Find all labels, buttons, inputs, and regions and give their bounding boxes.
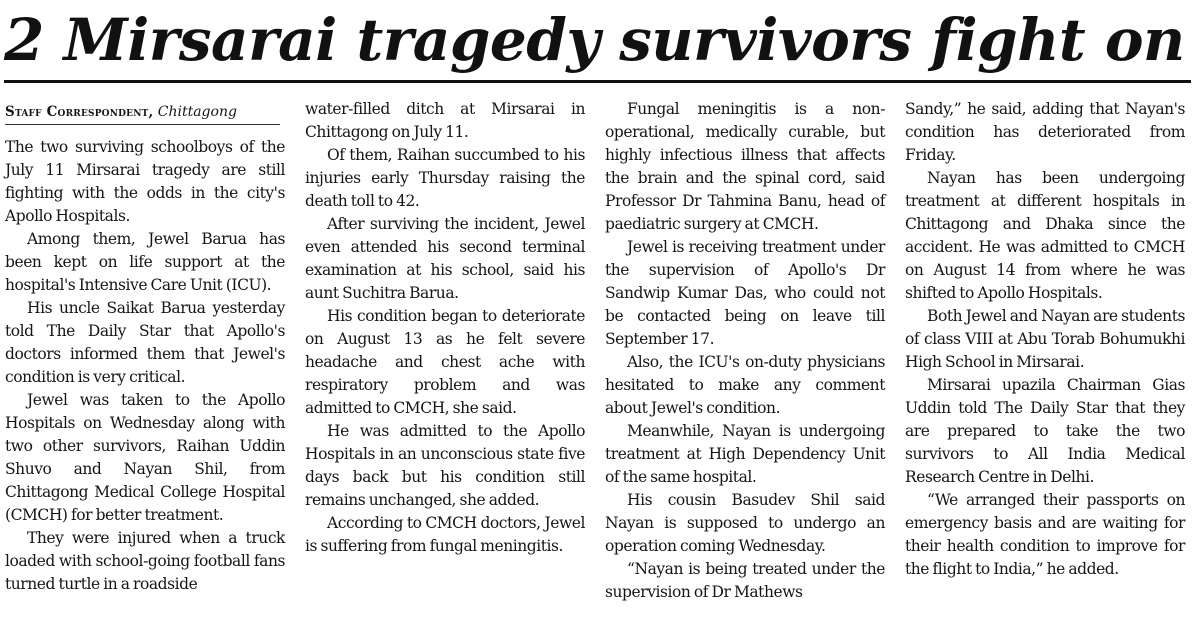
paragraph: Also, the ICU's on-duty physicians hesitated to make any comment about Jewel's condition. [605,353,885,417]
paragraph: Of them, Raihan succumbed to his injuries early Thursday raising the death toll to 42. [305,146,585,210]
byline-name: Staff Correspondent, [5,104,154,120]
paragraph: Both Jewel and Nayan are students of class VIII at Abu Torab Bohumukhi High School in Mirsarai. [905,307,1185,371]
paragraph: The two surviving schoolboys of the July 11 Mirsarai tragedy are still fighting with the odds in the city's Apollo Hospitals. [5,138,285,225]
headline-rule [4,80,1191,83]
paragraph: Sandy,” he said, adding that Nayan's condition has deteriorated from Friday. [905,100,1185,164]
column-2 [305,98,585,558]
paragraph: According to CMCH doctors, Jewel is suffering from fungal meningitis. [305,514,585,555]
paragraph: They were injured when a truck loaded with school-going football fans turned turtle in a roadside [5,529,285,593]
paragraph: Mirsarai upazila Chairman Gias Uddin told The Daily Star that they are prepared to take the two survivors to All India Medical Research Centre in Delhi. [905,376,1185,486]
paragraph: Meanwhile, Nayan is undergoing treatment at High Dependency Unit of the same hospital. [605,422,885,486]
paragraph: His condition began to deteriorate on August 13 as he felt severe headache and chest ache with respiratory problem and was admitted to CMCH, she said. [305,307,585,417]
paragraph: Among them, Jewel Barua has been kept on life support at the hospital's Intensive Care Unit (ICU). [5,230,285,294]
paragraph: “We arranged their passports on emergency basis and are waiting for their health condition to improve for the flight to India,” he added. [905,491,1185,578]
byline-city: Chittagong [157,104,237,120]
paragraph: His cousin Basudev Shil said Nayan is supposed to undergo an operation coming Wednesday. [605,491,885,555]
column-3 [605,98,885,604]
column-4 [905,98,1185,581]
paragraph: His uncle Saikat Barua yesterday told The Daily Star that Apollo's doctors informed them that Jewel's condition is very critical. [5,299,285,386]
paragraph: “Nayan is being treated under the supervision of Dr Mathews [605,560,885,601]
paragraph: water-filled ditch at Mirsarai in Chittagong on July 11. [305,100,585,141]
paragraph: Jewel is receiving treatment under the supervision of Apollo's Dr Sandwip Kumar Das, who could not be contacted being on leave till September 17. [605,238,885,348]
paragraph: Nayan has been undergoing treatment at different hospitals in Chittagong and Dhaka since the accident. He was admitted to CMCH on August 14 from where he was shifted to Apollo Hospitals. [905,169,1185,302]
paragraph: Fungal meningitis is a non-operational, medically curable, but highly infectious illness that affects the brain and the spinal cord, said Professor Dr Tahmina Banu, head of paediatric surgery at CMCH. [605,100,885,233]
paragraph: He was admitted to the Apollo Hospitals in an unconscious state five days back but his condition still remains unchanged, she added. [305,422,585,509]
byline [5,102,280,125]
column-1 [5,136,285,596]
paragraph: Jewel was taken to the Apollo Hospitals on Wednesday along with two other survivors, Raihan Uddin Shuvo and Nayan Shil, from Chittagong Medical College Hospital (CMCH) for better treatment. [5,391,285,524]
headline: 2 Mirsarai tragedy survivors fight on [4,6,1185,74]
paragraph: After surviving the incident, Jewel even attended his second terminal examination at his school, said his aunt Suchitra Barua. [305,215,585,302]
